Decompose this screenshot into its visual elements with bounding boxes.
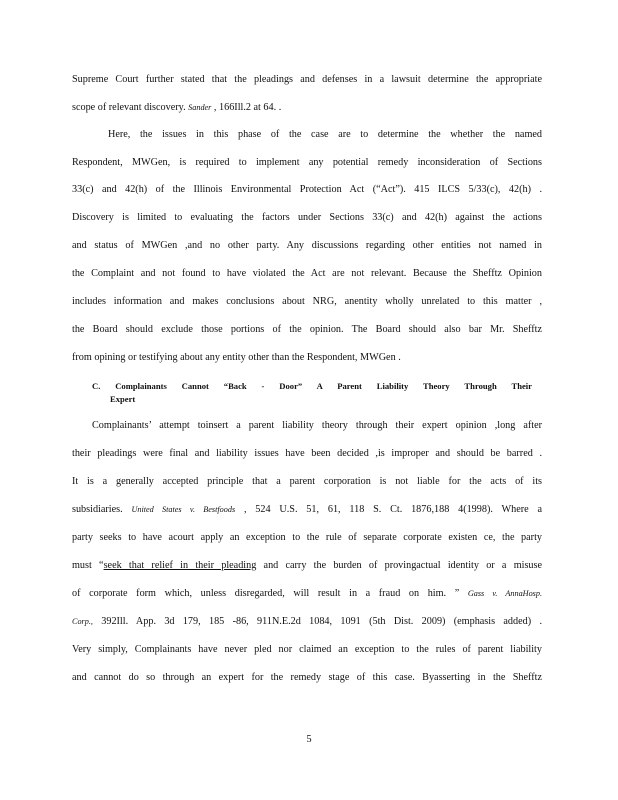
section-heading-c: C. Complainants Cannot “Back - Door” A Parent Liability Theory Through Their: [92, 381, 532, 391]
p2-line-2: Respondent, MWGen, is required to implement any potential remedy inconsideration of Sections: [72, 157, 542, 168]
p3-line-1: Complainants’ attempt toinsert a parent liability theory through their expert opinion ,long after: [92, 420, 542, 431]
p1-line-2-text: scope of relevant discovery.: [72, 102, 186, 113]
p2-line-5: and status of MWGen ,and no other party. Any discussions regarding other entities not named in: [72, 240, 542, 251]
p3-line-5: party seeks to have acourt apply an exception to the rule of separate corporate existen ce, the party: [72, 532, 542, 543]
p3-line-8: [72, 615, 542, 629]
p3-line-8-post: 392Ill. App. 3d 179, 185 -86, 911N.E.2d 1084, 1091 (5th Dist. 2009) (emphasis added) .: [92, 616, 542, 627]
p3-line-2: their pleadings were final and liability issues have been decided ,is improper and should be barred .: [72, 448, 542, 459]
p3-line-10: and cannot do so through an expert for the remedy stage of this case. Byasserting in the Shefftz: [72, 672, 542, 683]
p3-line-6-pre: must “: [72, 560, 104, 571]
p3-line-9: Very simply, Complainants have never pled nor claimed an exception to the rules of parent liability: [72, 644, 542, 655]
p2-line-3: 33(c) and 42(h) of the Illinois Environmental Protection Act (“Act”). 415 ILCS 5/33(c), 42(h) .: [72, 184, 542, 195]
case-citation-gass-cont: Corp.,: [72, 617, 93, 626]
case-citation-sander: Sander: [188, 103, 212, 112]
p3-line-4-post: , 524 U.S. 51, 61, 118 S. Ct. 1876,188 4(1998). Where a: [243, 504, 542, 515]
underlined-emphasis: seek that relief in their pleading: [103, 560, 257, 571]
p1-line-2: [72, 101, 542, 115]
p2-line-7: includes information and makes conclusions about NRG, anentity wholly unrelated to this matter ,: [72, 296, 542, 307]
p3-line-7: [72, 587, 542, 601]
p3-line-3: It is a generally accepted principle that a parent corporation is not liable for the acts of its: [72, 476, 542, 487]
page-number: 5: [306, 734, 312, 745]
p3-line-4: [72, 503, 542, 517]
case-citation-bestfoods: United States v. Bestfoods: [131, 505, 236, 514]
p2-line-1: Here, the issues in this phase of the case are to determine the whether the named: [108, 129, 542, 140]
case-citation-gass: Gass v. AnnaHosp.: [467, 589, 543, 598]
p2-line-9: from opining or testifying about any entity other than the Respondent, MWGen .: [72, 352, 401, 363]
p1-line-1: Supreme Court further stated that the pleadings and defenses in a lawsuit determine the appropriate: [72, 74, 542, 85]
p3-line-7-pre: of corporate form which, unless disregarded, will result in a fraud on him. ”: [72, 588, 460, 599]
p3-line-6-post: and carry the burden of provingactual identity or a misuse: [256, 560, 542, 571]
p2-line-8: the Board should exclude those portions of the opinion. The Board should also bar Mr. Shefftz: [72, 324, 542, 335]
p3-line-6: [72, 559, 542, 573]
p2-line-4: Discovery is limited to evaluating the factors under Sections 33(c) and 42(h) against the actions: [72, 212, 542, 223]
section-heading-c-cont: Expert: [110, 394, 136, 404]
p1-line-2-tail: , 166Ill.2 at 64. .: [213, 102, 282, 113]
p3-line-4-pre: subsidiaries.: [72, 504, 123, 515]
p2-line-6: the Complaint and not found to have violated the Act are not relevant. Because the Shefftz Opinion: [72, 268, 542, 279]
